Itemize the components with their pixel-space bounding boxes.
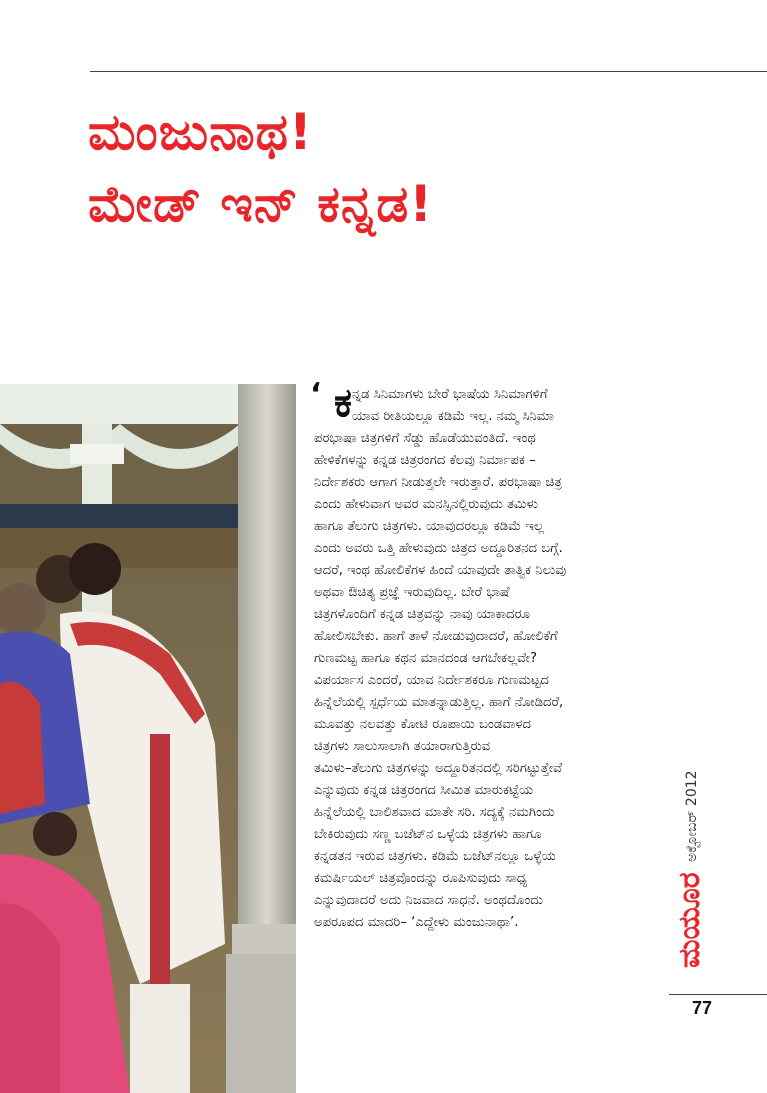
article-line: ಎನ್ನುವುದು ಕನ್ನಡ ಚಿತ್ರರಂಗದ ಸೀಮಿತ ಮಾರುಕಟ್ಟೆಯ xyxy=(314,783,534,798)
article-line: ತಮಿಳು–ತೆಲುಗು ಚಿತ್ರಗಳನ್ನು ಅದ್ದೂರಿತನದಲ್ಲಿ ಸರಿಗಟ್ಟುತ್ತೇವೆ xyxy=(314,761,563,776)
article-line: ಕಮರ್ಷಿಯಲ್ ಚಿತ್ರವೊಂದನ್ನು ರೂಪಿಸುವುದು ಸಾಧ್ಯ xyxy=(314,871,528,886)
article-paragraph xyxy=(314,428,666,934)
issue-date: ಅಕ್ಟೋಬರ್ 2012 xyxy=(684,770,700,862)
article-line: ಮೂವತ್ತು ನಲವತ್ತು ಕೋಟಿ ರೂಪಾಯಿ ಬಂಡವಾಳದ xyxy=(314,717,532,732)
article-headline xyxy=(88,96,433,240)
article-line: ಆದರೆ, ಇಂಥ ಹೋಲಿಕೆಗಳ ಹಿಂದೆ ಯಾವುದೇ ತಾತ್ವಿಕ ನಿಲುವು xyxy=(314,563,567,578)
headline-line-1: ಮಂಜುನಾಥ! xyxy=(88,103,313,161)
magazine-brand-logo: ಮಯೂರ xyxy=(672,872,707,968)
article-line: ಎನ್ನುವುದಾದರೆ ಅದು ನಿಜವಾದ ಸಾಧನೆ. ಅಂಥದೊಂದು xyxy=(314,893,544,908)
article-line: ಎಂದು ಅವರು ಒತ್ತಿ ಹೇಳುವುದು ಚಿತ್ರದ ಅದ್ದೂರಿತನದ ಬಗ್ಗೆ. xyxy=(314,541,563,556)
opening-quote-mark: ‘ xyxy=(310,377,322,412)
article-line: ವಿಪರ್ಯಾಸ ಎಂದರೆ, ಯಾವ ನಿರ್ದೇಶಕರೂ ಗುಣಮಟ್ಟದ xyxy=(314,673,549,688)
article-first-lines xyxy=(314,384,666,428)
article-line: ಗುಣಮಟ್ಟ ಹಾಗೂ ಕಥನ ಮಾನದಂಡ ಆಗಬೇಕಲ್ಲವೇ? xyxy=(314,651,537,666)
article-line: ಪರಭಾಷಾ ಚಿತ್ರಗಳಿಗೆ ಸೆಡ್ಡು ಹೊಡೆಯುವಂತಿದೆ. ಇಂಥ xyxy=(314,431,536,446)
article-line: ಕನ್ನಡತನ ಇರುವ ಚಿತ್ರಗಳು. ಕಡಿಮೆ ಬಜೆಟ್‌ನಲ್ಲೂ ಒಳ್ಳೆಯ xyxy=(314,849,556,864)
article-line: ಹಿನ್ನೆಲೆಯಲ್ಲಿ ಸ್ಪರ್ಧೆಯ ಮಾತನ್ನಾಡುತ್ತಿಲ್ಲ. ಹಾಗೆ ನೋಡಿದರೆ, xyxy=(314,695,564,710)
article-line: ಚಿತ್ರಗಳು ಸಾಲುಸಾಲಾಗಿ ತಯಾರಾಗುತ್ತಿರುವ xyxy=(314,739,491,754)
article-line: ಹೋಲಿಸಬೇಕು. ಹಾಗೆ ತಾಳೆ ನೋಡುವುದಾದರೆ, ಹೋಲಿಕೆಗೆ xyxy=(314,629,558,644)
page-number-divider xyxy=(669,994,767,995)
article-line: ಹಿನ್ನೆಲೆಯಲ್ಲಿ ಬಾಲಿಶವಾದ ಮಾತೇ ಸರಿ. ಸದ್ಯಕ್ಕೆ ನಮಗಿಂದು xyxy=(314,805,555,820)
drop-cap: ಕ xyxy=(334,380,352,426)
article-line: ಚಿತ್ರಗಳೊಂದಿಗೆ ಕನ್ನಡ ಚಿತ್ರವನ್ನು ನಾವು ಯಾಕಾದರೂ xyxy=(314,607,531,622)
top-divider xyxy=(90,71,767,72)
photo-temple-wedding-scene xyxy=(0,384,296,1093)
article-line: ಹಾಗೂ ತೆಲುಗು ಚಿತ್ರಗಳು. ಯಾವುದರಲ್ಲೂ ಕಡಿಮೆ ಇಲ್ಲ xyxy=(314,519,545,534)
photo-illustration xyxy=(0,384,296,1093)
article-line: ನ್ನಡ ಸಿನಿಮಾಗಳು ಬೇರೆ ಭಾಷೆಯ ಸಿನಿಮಾಗಳಿಗೆ xyxy=(352,387,548,402)
article-line: ಹೇಳಿಕೆಗಳನ್ನು ಕನ್ನಡ ಚಿತ್ರರಂಗದ ಕೆಲವು ನಿರ್ಮಾಪಕ – xyxy=(314,453,536,468)
article-line: ನಿರ್ದೇಶಕರು ಆಗಾಗ ನೀಡುತ್ತಲೇ ಇರುತ್ತಾರೆ. ಪರಭಾಷಾ ಚಿತ್ರ xyxy=(314,475,562,490)
article-line: ಎಂದು ಹೇಳುವಾಗ ಅವರ ಮನಸ್ಸಿನಲ್ಲಿರುವುದು ತಮಿಳು xyxy=(314,497,539,512)
article-line: ಬೇಕಿರುವುದು ಸಣ್ಣ ಬಜೆಟ್‌ನ ಒಳ್ಳೆಯ ಚಿತ್ರಗಳು ಹಾಗೂ xyxy=(314,827,542,842)
article-line: ಅಥವಾ ಔಚಿತ್ಯ ಪ್ರಜ್ಞೆ ಇರುವುದಿಲ್ಲ. ಬೇರೆ ಭಾಷೆ xyxy=(314,585,510,600)
article-line: ಅಪರೂಪದ ಮಾದರಿ– ‘ಎದ್ದೇಳು ಮಂಜುನಾಥಾ’. xyxy=(314,915,519,930)
page-number: 77 xyxy=(692,998,713,1018)
article-body xyxy=(310,377,666,934)
article-line: ಯಾವ ರೀತಿಯಲ್ಲೂ ಕಡಿಮೆ ಇಲ್ಲ. ನಮ್ಮ ಸಿನಿಮಾ xyxy=(352,409,554,424)
headline-line-2: ಮೇಡ್ ಇನ್ ಕನ್ನಡ! xyxy=(88,175,434,233)
